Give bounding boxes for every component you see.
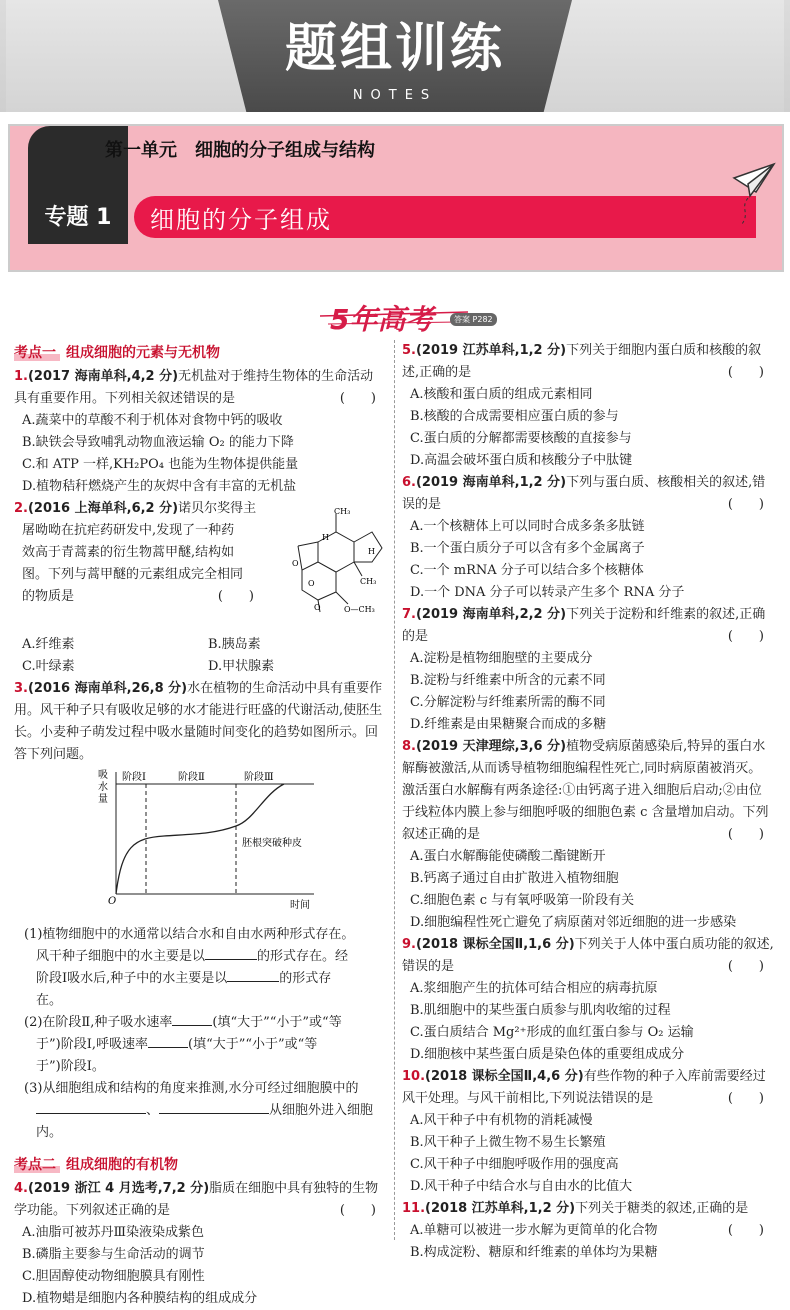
question-number: 6. xyxy=(402,475,416,490)
question-stem: 脂质在细胞中具有独特的生物学功能。下列叙述正确的是 xyxy=(14,1181,379,1218)
kaodian-title: 组成细胞的有机物 xyxy=(66,1157,178,1173)
option: D.植物蜡是细胞内各种膜结构的组成成分 xyxy=(22,1291,258,1306)
kaodian-title: 组成细胞的元素与无机物 xyxy=(66,345,220,361)
answer-paren: ( ) xyxy=(727,827,764,842)
answer-paren: ( ) xyxy=(727,365,764,380)
text: 的形式存 xyxy=(279,971,332,986)
question-stem: 诺贝尔奖得主 xyxy=(178,501,257,516)
sub-question xyxy=(14,1012,386,1034)
answer-paren: ( ) xyxy=(727,629,764,644)
option: D.细胞核中某些蛋白质是染色体的重要组成成分 xyxy=(410,1047,685,1062)
stage-1-label: 阶段Ⅰ xyxy=(122,772,146,783)
graph-origin: O xyxy=(108,896,117,907)
text: (填“大于”“小于”或“等 xyxy=(212,1015,342,1030)
question-4 xyxy=(14,1178,386,1222)
option: C.风干种子中细胞呼吸作用的强度高 xyxy=(410,1157,619,1172)
kaodian-1 xyxy=(14,342,386,364)
graph-xlabel: 时间 xyxy=(290,900,310,911)
question-number: 9. xyxy=(402,937,416,952)
option: D.甲状腺素 xyxy=(208,659,275,674)
answer-paren: ( ) xyxy=(217,589,254,604)
text: 从细胞外进入细胞内。 xyxy=(36,1103,374,1140)
graph-ylabel: 吸 xyxy=(98,770,108,781)
option: C.胆固醇使动物细胞膜具有刚性 xyxy=(22,1269,205,1284)
chem-label: O xyxy=(292,559,299,568)
question-stem: 下列关于细胞内蛋白质和核酸的叙述,正确的是 xyxy=(402,343,762,380)
question-number: 11. xyxy=(402,1201,426,1216)
question-stem: 无机盐对于维持生物体的生命活动具有重要作用。下列相关叙述错误的是 xyxy=(14,369,374,406)
option: A.淀粉是植物细胞壁的主要成分 xyxy=(410,651,593,666)
question-source: (2018 课标全国Ⅱ,4,6 分) xyxy=(425,1069,584,1084)
chem-label: CH₃ xyxy=(360,577,377,586)
question-number: 4. xyxy=(14,1181,28,1196)
option: B.构成淀粉、糖原和纤维素的单体均为果糖 xyxy=(410,1245,658,1260)
answer-paren: ( ) xyxy=(339,391,376,406)
option: B.钙离子通过自由扩散进入植物细胞 xyxy=(410,871,619,886)
sub-question: (3)从细胞组成和结构的角度来推测,水分可经过细胞膜中的 xyxy=(24,1081,359,1096)
option: C.和 ATP 一样,KH₂PO₄ 也能为生物体提供能量 xyxy=(22,457,299,472)
option: C.分解淀粉与纤维素所需的酶不同 xyxy=(410,695,606,710)
question-stem: 下列关于淀粉和纤维素的叙述,正确的是 xyxy=(402,607,766,644)
question-number: 8. xyxy=(402,739,416,754)
answer-ref-badge: 答案 P282 xyxy=(450,313,497,326)
question-source: (2016 海南单科,26,8 分) xyxy=(27,681,188,696)
option: B.缺铁会导致哺乳动物血液运输 O₂ 的能力下降 xyxy=(22,435,294,450)
question-number: 2. xyxy=(14,501,28,516)
options-row xyxy=(14,656,386,678)
water-uptake-graph xyxy=(14,766,386,916)
question-number: 7. xyxy=(402,607,416,622)
question-number: 1. xyxy=(14,369,28,384)
option: B.风干种子上微生物不易生长繁殖 xyxy=(410,1135,606,1150)
question-stem: 水在植物的生命活动中具有重要作用。风干种子只有吸收足够的水才能进行旺盛的代谢活动,使胚生长。小麦种子萌发过程中吸水量随时间变化的趋势如图所示。回答下列问题。 xyxy=(14,681,383,762)
option: A.油脂可被苏丹Ⅲ染液染成紫色 xyxy=(22,1225,205,1240)
paper-plane-icon xyxy=(730,158,778,228)
answer-blank[interactable] xyxy=(36,1100,146,1114)
chem-label: O xyxy=(314,603,321,612)
sub-question-line xyxy=(14,1100,386,1144)
page-subtitle: NOTES xyxy=(352,88,438,103)
question-source: (2019 天津理综,3,6 分) xyxy=(415,739,567,754)
question-7 xyxy=(402,604,774,648)
text: 风干种子细胞中的水主要是以 xyxy=(36,949,206,964)
text: 、 xyxy=(146,1103,160,1118)
answer-blank[interactable] xyxy=(227,968,279,982)
question-stem: 下列关于人体中蛋白质功能的叙述,错误的是 xyxy=(402,937,774,974)
option: A.蔬菜中的草酸不利于机体对食物中钙的吸收 xyxy=(22,413,283,428)
question-number: 5. xyxy=(402,343,416,358)
text: (2)在阶段Ⅱ,种子吸水速率 xyxy=(24,1015,173,1030)
option: A.蛋白水解酶能使磷酸二酯键断开 xyxy=(410,849,606,864)
question-2 xyxy=(14,498,386,634)
question-stem: 图。下列与蒿甲醚的元素组成完全相同 xyxy=(22,567,244,582)
option: D.植物秸秆燃烧产生的灰烬中含有丰富的无机盐 xyxy=(22,479,297,494)
question-stem: 植物受病原菌感染后,特异的蛋白水解酶被激活,从而诱导植物细胞编程性死亡,同时病原菌被消灭。激活蛋白水解酶有两条途径:①由钙离子进入细胞后启动;②由位于线粒体内膜上参与细胞呼吸的细胞色素 c 含量增加启动。下列叙述正确的是 xyxy=(402,739,769,842)
text: 阶段Ⅰ吸水后,种子中的水主要是以 xyxy=(36,971,228,986)
option: B.淀粉与纤维素中所含的元素不同 xyxy=(410,673,606,688)
question-5 xyxy=(402,340,774,384)
question-6 xyxy=(402,472,774,516)
question-stem: 的物质是 xyxy=(22,589,75,604)
answer-blank[interactable] xyxy=(205,946,257,960)
question-stem: 有些作物的种子入库前需要经过风干处理。与风干前相比,下列说法错误的是 xyxy=(402,1069,766,1106)
answer-paren: ( ) xyxy=(727,1091,764,1106)
sub-question: (1)植物细胞中的水通常以结合水和自由水两种形式存在。 xyxy=(24,927,355,942)
question-8 xyxy=(402,736,774,846)
question-source: (2019 江苏单科,1,2 分) xyxy=(415,343,567,358)
answer-blank[interactable] xyxy=(172,1012,212,1026)
option: A.核酸和蛋白质的组成元素相同 xyxy=(410,387,593,402)
sub-question-line xyxy=(14,1034,386,1056)
answer-blank[interactable] xyxy=(148,1034,188,1048)
section-title: 5年高考 xyxy=(330,303,434,336)
option: D.细胞编程性死亡避免了病原菌对邻近细胞的进一步感染 xyxy=(410,915,737,930)
question-stem: 屠呦呦在抗疟药研发中,发现了一种药 xyxy=(22,523,235,538)
option: B.核酸的合成需要相应蛋白质的参与 xyxy=(410,409,619,424)
graph-ylabel-2: 水 xyxy=(98,782,108,793)
question-source: (2019 浙江 4 月选考,7,2 分) xyxy=(27,1181,210,1196)
option: C.蛋白质的分解都需要核酸的直接参与 xyxy=(410,431,632,446)
options-row xyxy=(14,634,386,656)
answer-paren: ( ) xyxy=(339,1203,376,1218)
answer-paren: ( ) xyxy=(727,959,764,974)
option: B.肌细胞中的某些蛋白质参与肌肉收缩的过程 xyxy=(410,1003,671,1018)
chem-label: H xyxy=(322,533,329,542)
topic-title: 细胞的分子组成 xyxy=(150,206,332,234)
topic-label: 专题 1 xyxy=(44,205,112,230)
chem-label: CH₃ xyxy=(334,507,351,516)
chem-label: H xyxy=(368,547,375,556)
option: A.风干种子中有机物的消耗减慢 xyxy=(410,1113,593,1128)
question-9 xyxy=(402,934,774,978)
question-number: 3. xyxy=(14,681,28,696)
option: A.一个核糖体上可以同时合成多条多肽链 xyxy=(410,519,645,534)
option: B.胰岛素 xyxy=(208,637,261,652)
answer-blank[interactable] xyxy=(159,1100,269,1114)
text: (填“大于”“小于”或“等 xyxy=(188,1037,318,1052)
left-column xyxy=(14,340,386,1310)
kaodian-label: 考点二 xyxy=(14,1157,60,1173)
unit-title: 第一单元 细胞的分子组成与结构 xyxy=(105,140,375,161)
question-10 xyxy=(402,1066,774,1110)
option: C.细胞色素 c 与有氧呼吸第一阶段有关 xyxy=(410,893,635,908)
text: 的形式存在。经 xyxy=(257,949,349,964)
artemether-structure xyxy=(278,500,388,618)
page-title: 题组训练 xyxy=(284,19,505,79)
option: D.一个 DNA 分子可以转录产生多个 RNA 分子 xyxy=(410,585,685,600)
column-divider xyxy=(394,340,395,1240)
stage-2-label: 阶段Ⅱ xyxy=(178,772,205,783)
sub-question-line: 在。 xyxy=(36,993,63,1008)
question-stem: 效高于青蒿素的衍生物蒿甲醚,结构如 xyxy=(22,545,235,560)
sub-question-line xyxy=(14,968,386,990)
sub-question-line xyxy=(14,946,386,968)
question-stem: 下列与蛋白质、核酸相关的叙述,错误的是 xyxy=(402,475,766,512)
chem-label: O xyxy=(308,579,315,588)
graph-annotation: 胚根突破种皮 xyxy=(242,838,302,849)
text: 于”)阶段Ⅰ,呼吸速率 xyxy=(36,1037,148,1052)
question-source: (2019 海南单科,2,2 分) xyxy=(415,607,567,622)
option: D.风干种子中结合水与自由水的比值大 xyxy=(410,1179,633,1194)
question-source: (2016 上海单科,6,2 分) xyxy=(27,501,179,516)
option: B.一个蛋白质分子可以含有多个金属离子 xyxy=(410,541,645,556)
question-source: (2018 江苏单科,1,2 分) xyxy=(425,1201,576,1216)
question-source: (2017 海南单科,4,2 分) xyxy=(27,369,179,384)
option: A.纤维素 xyxy=(22,637,75,652)
question-source: (2019 海南单科,1,2 分) xyxy=(415,475,567,490)
question-number: 10. xyxy=(402,1069,426,1084)
kaodian-label: 考点一 xyxy=(14,345,60,361)
graph-ylabel-3: 量 xyxy=(98,794,108,805)
answer-paren: ( ) xyxy=(727,1223,764,1238)
option: D.高温会破坏蛋白质和核酸分子中肽键 xyxy=(410,453,633,468)
sub-question-line: 于”)阶段Ⅰ。 xyxy=(36,1059,105,1074)
option: D.纤维素是由果糖聚合而成的多糖 xyxy=(410,717,607,732)
answer-paren: ( ) xyxy=(727,497,764,512)
option: B.磷脂主要参与生命活动的调节 xyxy=(22,1247,205,1262)
option: C.蛋白质结合 Mg²⁺形成的血红蛋白参与 O₂ 运输 xyxy=(410,1025,694,1040)
question-stem: 下列关于糖类的叙述,正确的是 xyxy=(575,1201,749,1216)
option: A.单糖可以被进一步水解为更简单的化合物 xyxy=(410,1223,658,1238)
question-source: (2018 课标全国Ⅱ,1,6 分) xyxy=(415,937,575,952)
stage-3-label: 阶段Ⅲ xyxy=(244,772,274,783)
option: A.浆细胞产生的抗体可结合相应的病毒抗原 xyxy=(410,981,658,996)
chem-label: O—CH₃ xyxy=(344,605,375,614)
question-3 xyxy=(14,678,386,766)
option: C.一个 mRNA 分子可以结合多个核糖体 xyxy=(410,563,644,578)
kaodian-2 xyxy=(14,1154,386,1176)
question-1 xyxy=(14,366,386,410)
option: C.叶绿素 xyxy=(22,659,75,674)
right-column xyxy=(402,340,774,1264)
